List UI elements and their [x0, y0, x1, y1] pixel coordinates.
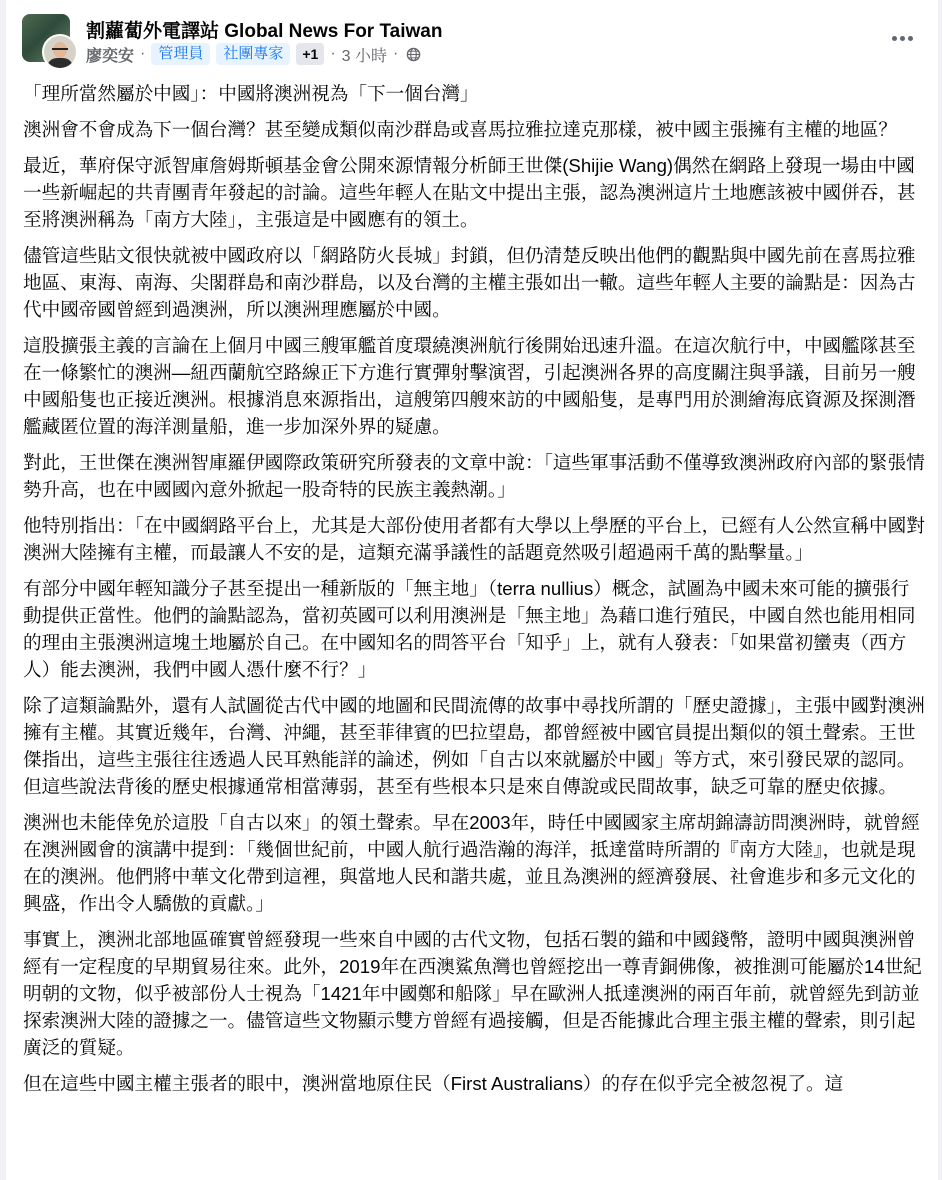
avatar[interactable] — [42, 34, 78, 70]
post-paragraph: 事實上，澳洲北部地區確實曾經發現一些來自中國的古代文物，包括石製的錨和中國錢幣，證明中國與澳洲曾經有一定程度的早期貿易往來。此外，2019年在西澳鯊魚灣也曾經挖出一尊青銅佛像，被推測可能屬於14世紀明朝的文物，似乎被部份人士視為「1421年中國鄭和船隊」早在歐洲人抵達澳洲的兩百年前，就曾經先到訪並探索澳洲大陸的證據之一。儘管這些文物顯示雙方曾經有過接觸，但是否能據此合理主張主權的聲索，則引起廣泛的質疑。 — [23, 929, 922, 1058]
author-name-link[interactable]: 廖奕安 — [86, 47, 135, 65]
post-body — [23, 80, 926, 1106]
post-meta — [86, 42, 421, 66]
post-paragraph: 對此，王世傑在澳洲智庫羅伊國際政策研究所發表的文章中說：「這些軍事活動不僅導致澳洲政府內部的緊張情勢升高，也在中國國內意外掀起一股奇特的民族主義熱潮。」 — [23, 452, 925, 500]
page-background-right — [938, 0, 942, 1180]
more-badges-count[interactable]: +1 — [296, 43, 324, 65]
post-paragraph: 澳洲也未能倖免於這股「自古以來」的領土聲索。早在2003年，時任中國國家主席胡錦濤訪問澳洲時，就曾經在澳洲國會的演講中提到：「幾個世紀前，中國人航行過浩瀚的海洋，抵達當時所謂的『南方大陸』，也就是現在的澳洲。他們將中華文化帶到這裡，與當地人民和諧共處，並且為澳洲的經濟發展、社會進步和多元文化的興盛，作出令人驕傲的貢獻。」 — [23, 812, 920, 914]
post-timestamp-link[interactable]: 3 小時 — [341, 47, 388, 65]
post-paragraph: 澳洲會不會成為下一個台灣？甚至變成類似南沙群島或喜馬拉雅拉達克那樣，被中國主張擁有主權的地區？ — [23, 119, 897, 140]
meta-separator: · — [330, 45, 336, 62]
post-paragraph: 儘管這些貼文很快就被中國政府以「網路防火長城」封鎖，但仍清楚反映出他們的觀點與中國先前在喜馬拉雅地區、東海、南海、尖閣群島和南沙群島，以及台灣的主權主張如出一轍。這些年輕人主要的論點是：因為古代中國帝國曾經到過澳洲，所以澳洲理應屬於中國。 — [23, 245, 916, 320]
post-header — [22, 12, 922, 68]
group-name-link[interactable]: 割蘿蔔外電譯站 Global News For Taiwan — [86, 21, 443, 42]
post-paragraph: 這股擴張主義的言論在上個月中國三艘軍艦首度環繞澳洲航行後開始迅速升溫。在這次航行中，中國艦隊甚至在一條繁忙的澳洲—紐西蘭航空路線正下方進行實彈射擊演習，引起澳洲各界的高度關注與爭議，目前另一艘中國船隻也正接近澳洲。根據消息來源指出，這艘第四艘來訪的中國船隻，是專門用於測繪海底資源及探測潛艦藏匿位置的海洋測量船，進一步加深外界的疑慮。 — [23, 335, 916, 437]
more-options-icon[interactable] — [886, 28, 918, 48]
post-paragraph: 但在這些中國主權主張者的眼中，澳洲當地原住民（First Australians）的存在似乎完全被忽視了。這 — [23, 1073, 844, 1094]
group-expert-badge[interactable]: 社團專家 — [216, 43, 290, 65]
post-paragraph: 他特別指出：「在中國網路平台上，尤其是大部份使用者都有大學以上學歷的平台上，已經有人公然宣稱中國對澳洲大陸擁有主權，而最讓人不安的是，這類充滿爭議性的話題竟然吸引超過兩千萬的點擊量。」 — [23, 515, 925, 563]
feed-post — [6, 0, 938, 1180]
meta-separator: · — [393, 45, 399, 62]
globe-icon[interactable] — [406, 47, 421, 62]
meta-separator: · — [140, 45, 146, 62]
post-paragraph: 有部分中國年輕知識分子甚至提出一種新版的「無主地」（terra nullius）概念，試圖為中國未來可能的擴張行動提供正當性。他們的論點認為，當初英國可以利用澳洲是「無主地」為藉口進行殖民，中國自然也能用相同的理由主張澳洲這塊土地屬於自己。在中國知名的問答平台「知乎」上，就有人發表：「如果當初蠻夷（西方人）能去澳洲，我們中國人憑什麼不行？」 — [23, 578, 916, 680]
post-paragraph: 「理所當然屬於中國」：中國將澳洲視為「下一個台灣」 — [23, 83, 479, 104]
post-paragraph: 最近，華府保守派智庫詹姆斯頓基金會公開來源情報分析師王世傑(Shijie Wang)偶然在網路上發現一場由中國一些新崛起的共青團青年發起的討論。這些年輕人在貼文中提出主張，認為澳洲這片土地應該被中國併吞，甚至將澳洲稱為「南方大陸」，主張這是中國應有的領土。 — [23, 155, 916, 230]
admin-badge[interactable]: 管理員 — [151, 43, 210, 65]
post-paragraph: 除了這類論點外，還有人試圖從古代中國的地圖和民間流傳的故事中尋找所謂的「歷史證據」，主張中國對澳洲擁有主權。其實近幾年，台灣、沖繩，甚至菲律賓的巴拉望島，都曾經被中國官員提出類似的領土聲索。王世傑指出，這些主張往往透過人民耳熟能詳的論述，例如「自古以來就屬於中國」等方式，來引發民眾的認同。但這些說法背後的歷史根據通常相當薄弱，甚至有些根本只是來自傳說或民間故事，缺乏可靠的歷史依據。 — [23, 695, 925, 797]
